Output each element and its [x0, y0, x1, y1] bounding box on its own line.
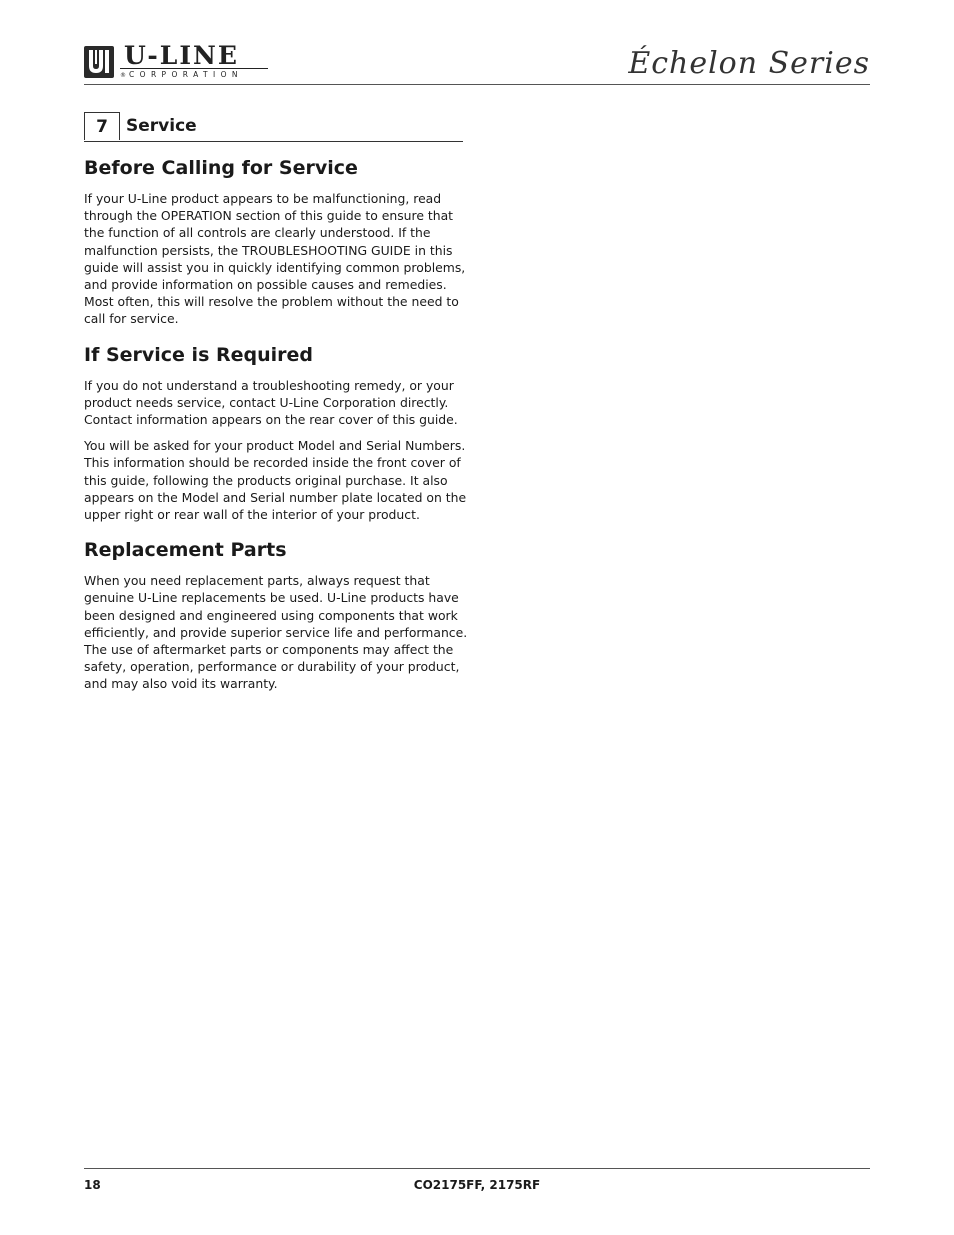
page-header	[84, 41, 870, 85]
brand-name: U-LINE	[124, 41, 239, 70]
section-title: Service	[126, 116, 197, 136]
u-line-logo-icon	[84, 46, 114, 78]
brand-sub-text: CORPORATION	[129, 70, 243, 79]
series-title: Échelon Series	[628, 46, 870, 81]
registered-mark: ®	[120, 72, 126, 79]
section-tab	[84, 112, 463, 142]
page-footer	[84, 1168, 870, 1199]
paragraph-before-calling: If your U-Line product appears to be malfunctioning, read through the OPERATION section of this guide to ensure that the function of all controls are clearly understood. If the malfunction persists, the TROUBLESHOOTING GUIDE in this guide will assist you in quickly identifying common problems, and provide information on possible causes and remedies. Most often, this will resolve the problem without the need to call for service.	[84, 191, 466, 327]
section-number: 7	[84, 112, 120, 140]
page-number: 18	[84, 1178, 101, 1192]
paragraph-service-required-2: You will be asked for your product Model and Serial Numbers. This information should be recorded inside the front cover of this guide, following the products original purchase. It also appears on the Model and Serial number plate located on the upper right or rear wall of the interior of your product.	[84, 438, 467, 523]
paragraph-service-required-1: If you do not understand a troubleshooting remedy, or your product needs service, contact U-Line Corporation directly. Contact information appears on the rear cover of this guide.	[84, 377, 458, 428]
paragraph-replacement-parts: When you need replacement parts, always request that genuine U-Line replacements be used. U-Line products have been designed and engineered using components that work efficiently, and provide superior service life and performance. The use of aftermarket parts or components may affect the safety, operation, performance or durability of your product, and may also void its warranty.	[84, 573, 468, 692]
u-line-logo	[84, 41, 274, 80]
main-content	[84, 154, 468, 693]
heading-before-calling: Before Calling for Service	[84, 157, 358, 179]
brand-subtitle	[120, 68, 268, 81]
heading-service-required: If Service is Required	[84, 343, 314, 366]
heading-replacement-parts: Replacement Parts	[84, 539, 287, 562]
model-numbers: CO2175FF, 2175RF	[413, 1178, 541, 1192]
